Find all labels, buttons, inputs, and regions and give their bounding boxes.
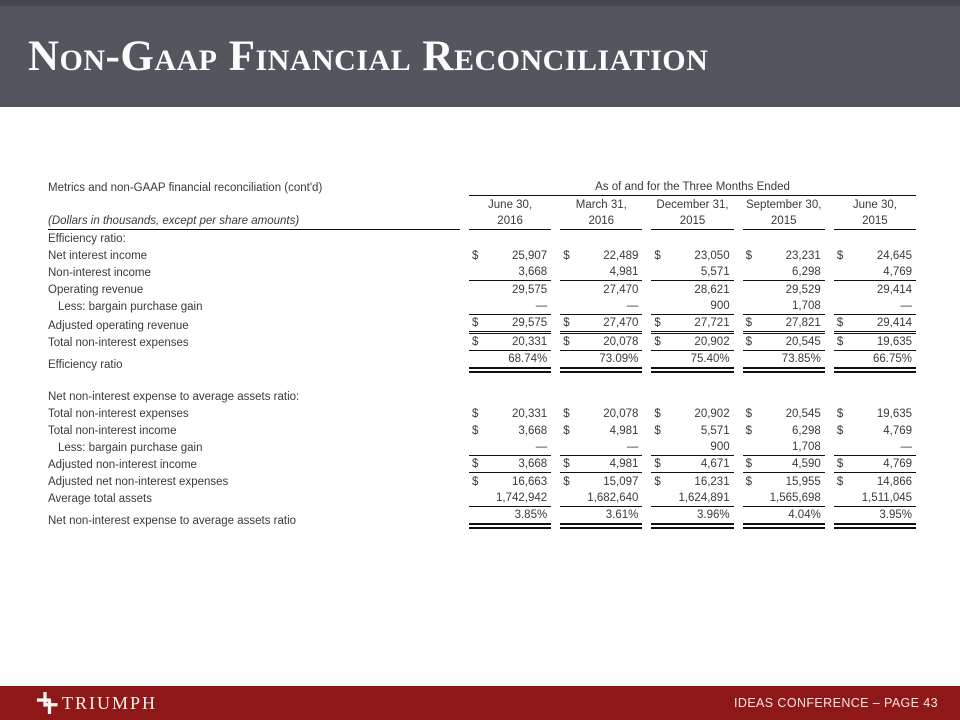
table-caption-row (48, 179, 916, 196)
table-row (48, 247, 916, 264)
value-cell (651, 490, 733, 507)
row-label: Adjusted non-interest income (48, 459, 197, 471)
value-cell (651, 423, 733, 439)
value: 4,981 (609, 458, 639, 470)
row-label: Average total assets (48, 493, 152, 505)
value: 20,902 (694, 336, 730, 348)
row-label: Net interest income (48, 250, 148, 262)
value: 3.95% (879, 509, 913, 521)
dollar-sign: $ (745, 458, 753, 470)
value-cell (560, 474, 642, 490)
value-cell (834, 490, 916, 507)
units-note: (Dollars in thousands, except per share amounts) (48, 213, 460, 230)
value: 3,668 (518, 266, 548, 278)
value-cell (560, 264, 642, 281)
value-cell (743, 490, 825, 507)
value: 1,511,045 (861, 492, 913, 504)
value: 5,571 (700, 266, 730, 278)
value: 20,078 (603, 336, 639, 348)
dollar-sign: $ (472, 317, 479, 329)
brand-name: TRIUMPH (62, 692, 158, 713)
row-label: Total non-interest expenses (48, 408, 189, 420)
dollar-sign: $ (654, 317, 661, 329)
dollar-sign: $ (654, 458, 661, 470)
value: 4,769 (883, 458, 913, 470)
value: 1,624,891 (678, 492, 730, 504)
value: 27,470 (603, 317, 639, 329)
value-cell (651, 456, 733, 473)
value-cell (469, 423, 551, 439)
value: 68.74% (508, 353, 548, 365)
value-cell (560, 423, 642, 439)
value-cell (743, 456, 825, 473)
value: 900 (710, 300, 730, 312)
row-label: Non-interest income (48, 267, 151, 279)
table-row (48, 315, 916, 334)
value-cell (560, 248, 642, 264)
value: 29,414 (876, 317, 913, 329)
dollar-sign: $ (745, 250, 753, 262)
value: — (535, 441, 548, 453)
dollar-sign: $ (654, 425, 661, 437)
value-cell (834, 474, 916, 490)
value: 4,769 (883, 266, 913, 278)
value-cell (743, 315, 825, 334)
value: 73.09% (599, 353, 639, 365)
dollar-sign: $ (563, 458, 570, 470)
dollar-sign: $ (472, 458, 479, 470)
row-label: Less: bargain purchase gain (58, 442, 203, 454)
dollar-sign: $ (836, 458, 844, 470)
value: 6,298 (792, 266, 821, 278)
value: 20,078 (603, 408, 639, 420)
value: 3,668 (518, 458, 548, 470)
value: — (900, 441, 913, 453)
value-cell (651, 351, 733, 373)
row-label: Less: bargain purchase gain (58, 301, 203, 313)
value: 19,635 (876, 336, 913, 348)
column-year: 2015 (743, 213, 825, 230)
dollar-sign: $ (472, 425, 479, 437)
value-cell (743, 507, 825, 529)
value: 27,470 (603, 284, 639, 296)
value-cell (560, 456, 642, 473)
value-cell (651, 439, 733, 456)
value: 20,902 (694, 408, 730, 420)
page-label: IDEAS CONFERENCE – PAGE 43 (734, 696, 938, 710)
row-label: Adjusted operating revenue (48, 320, 189, 332)
value: 29,529 (785, 284, 821, 296)
value: 1,742,942 (496, 492, 548, 504)
value: 1,708 (792, 300, 821, 312)
value: 16,663 (512, 476, 548, 488)
value-cell (651, 406, 733, 422)
value-cell (743, 298, 825, 315)
value: 22,489 (603, 250, 639, 262)
value: 4,590 (792, 458, 821, 470)
value: — (626, 441, 639, 453)
dollar-sign: $ (472, 336, 479, 348)
value-cell (651, 474, 733, 490)
dollar-sign: $ (654, 336, 661, 348)
value-cell (834, 456, 916, 473)
value: 3.96% (697, 509, 730, 521)
dollar-sign: $ (836, 336, 844, 348)
value-cell (469, 474, 551, 490)
value-cell (560, 315, 642, 334)
table-section (48, 230, 916, 373)
value: 6,298 (792, 425, 821, 437)
value-cell (651, 315, 733, 334)
table-row (48, 351, 916, 373)
value: 20,545 (785, 408, 821, 420)
value-cell (834, 334, 916, 351)
table-row (48, 456, 916, 473)
value: 14,866 (876, 476, 913, 488)
row-label: Efficiency ratio (48, 359, 123, 371)
value-cell (469, 507, 551, 529)
value: 29,575 (512, 317, 548, 329)
value-cell (469, 456, 551, 473)
dollar-sign: $ (563, 336, 570, 348)
value-cell (560, 298, 642, 315)
value: 66.75% (873, 353, 913, 365)
value-cell (651, 298, 733, 315)
table-row (48, 298, 916, 315)
slide-footer (0, 686, 960, 720)
column-year: 2015 (834, 213, 916, 230)
value: 27,821 (785, 317, 821, 329)
value: — (626, 300, 639, 312)
dollar-sign: $ (472, 250, 479, 262)
dollar-sign: $ (472, 408, 479, 420)
reconciliation-table (48, 179, 916, 529)
dollar-sign: $ (836, 425, 844, 437)
brand (36, 691, 157, 715)
column-dates-row (48, 196, 916, 213)
value: 23,231 (785, 250, 821, 262)
table-row (48, 281, 916, 298)
value-cell (469, 351, 551, 373)
value: 20,331 (512, 408, 548, 420)
value: 3.85% (514, 509, 548, 521)
dollar-sign: $ (563, 476, 570, 488)
value: 4,769 (883, 425, 913, 437)
value-cell (469, 298, 551, 315)
value: 29,414 (876, 284, 913, 296)
value-cell (743, 282, 825, 298)
value: 3,668 (518, 425, 548, 437)
value-cell (834, 423, 916, 439)
value-cell (651, 248, 733, 264)
value-cell (743, 439, 825, 456)
value: 4,981 (609, 266, 639, 278)
value-cell (834, 406, 916, 422)
value-cell (743, 474, 825, 490)
value: 20,545 (785, 336, 821, 348)
table-row (48, 264, 916, 281)
value-cell (834, 298, 916, 315)
table-row (48, 507, 916, 529)
value: 28,621 (694, 284, 730, 296)
value-cell (834, 315, 916, 334)
value-cell (743, 351, 825, 373)
table-row (48, 405, 916, 422)
column-date: June 30, (852, 199, 897, 211)
column-year: 2015 (651, 213, 733, 230)
value: 15,955 (785, 476, 821, 488)
value: 3.61% (605, 509, 639, 521)
value: 5,571 (700, 425, 730, 437)
value-cell (560, 490, 642, 507)
column-date: September 30, (745, 199, 822, 211)
value-cell (560, 351, 642, 373)
value-cell (651, 507, 733, 529)
section-heading: Efficiency ratio: (48, 233, 126, 245)
value: 25,907 (512, 250, 548, 262)
section-heading-row (48, 388, 916, 405)
value: 27,721 (694, 317, 730, 329)
dollar-sign: $ (745, 317, 753, 329)
value-cell (651, 264, 733, 281)
row-label: Adjusted net non-interest expenses (48, 476, 229, 488)
value: 19,635 (876, 408, 913, 420)
column-date: March 31, (575, 199, 627, 211)
table-row (48, 473, 916, 490)
value-cell (834, 264, 916, 281)
dollar-sign: $ (472, 476, 479, 488)
dollar-sign: $ (654, 476, 661, 488)
row-label: Total non-interest income (48, 425, 177, 437)
value-cell (743, 334, 825, 351)
value-cell (560, 439, 642, 456)
row-label: Net non-interest expense to average assets ratio (48, 515, 297, 527)
value-cell (469, 490, 551, 507)
row-label: Total non-interest expenses (48, 337, 189, 349)
table-row (48, 490, 916, 507)
table-row (48, 334, 916, 351)
value-cell (834, 282, 916, 298)
dollar-sign: $ (836, 408, 844, 420)
dollar-sign: $ (654, 408, 661, 420)
slide-header (0, 0, 960, 107)
dollar-sign: $ (563, 408, 570, 420)
value-cell (469, 406, 551, 422)
period-header: As of and for the Three Months Ended (469, 179, 916, 196)
section-heading-row (48, 230, 916, 247)
slide-body (0, 107, 960, 529)
value-cell (651, 282, 733, 298)
value-cell (469, 439, 551, 456)
value: 16,231 (694, 476, 730, 488)
value: 20,331 (512, 336, 548, 348)
value: — (535, 300, 548, 312)
value: 29,575 (512, 284, 548, 296)
dollar-sign: $ (836, 476, 844, 488)
value-cell (560, 334, 642, 351)
table-body (48, 230, 916, 529)
value: — (900, 300, 913, 312)
column-date: December 31, (656, 199, 729, 211)
value: 4,671 (700, 458, 730, 470)
table-section (48, 388, 916, 529)
value: 23,050 (694, 250, 730, 262)
value: 4.04% (788, 509, 821, 521)
dollar-sign: $ (563, 425, 570, 437)
value: 24,645 (876, 250, 913, 262)
value: 4,981 (609, 425, 639, 437)
dollar-sign: $ (745, 408, 753, 420)
dollar-sign: $ (745, 336, 753, 348)
value-cell (469, 334, 551, 351)
value: 900 (710, 441, 730, 453)
value: 1,565,698 (769, 492, 821, 504)
value-cell (560, 406, 642, 422)
value-cell (743, 248, 825, 264)
value-cell (469, 282, 551, 298)
value-cell (560, 507, 642, 529)
value-cell (834, 248, 916, 264)
slide-title: Non-Gaap Financial Reconciliation (28, 33, 709, 80)
column-years-row (48, 213, 916, 230)
value: 1,708 (792, 441, 821, 453)
value-cell (560, 282, 642, 298)
column-year: 2016 (469, 213, 551, 230)
row-label: Operating revenue (48, 284, 144, 296)
value: 15,097 (603, 476, 639, 488)
dollar-sign: $ (654, 250, 661, 262)
dollar-sign: $ (563, 250, 570, 262)
value-cell (469, 264, 551, 281)
table-caption: Metrics and non-GAAP financial reconciliation (cont'd) (48, 182, 323, 194)
dollar-sign: $ (563, 317, 570, 329)
table-row (48, 422, 916, 439)
value-cell (743, 264, 825, 281)
column-date: June 30, (488, 199, 533, 211)
value-cell (651, 334, 733, 351)
dollar-sign: $ (745, 425, 753, 437)
value-cell (743, 406, 825, 422)
section-heading: Net non-interest expense to average assets ratio: (48, 391, 300, 403)
table-row (48, 439, 916, 456)
value-cell (834, 507, 916, 529)
value-cell (469, 248, 551, 264)
value: 1,682,640 (587, 492, 639, 504)
dollar-sign: $ (836, 317, 844, 329)
column-year: 2016 (560, 213, 642, 230)
value: 75.40% (690, 353, 730, 365)
dollar-sign: $ (745, 476, 753, 488)
value-cell (834, 439, 916, 456)
value-cell (834, 351, 916, 373)
value: 73.85% (781, 353, 821, 365)
value-cell (743, 423, 825, 439)
triumph-cross-icon (36, 691, 58, 715)
dollar-sign: $ (836, 250, 844, 262)
value-cell (469, 315, 551, 334)
